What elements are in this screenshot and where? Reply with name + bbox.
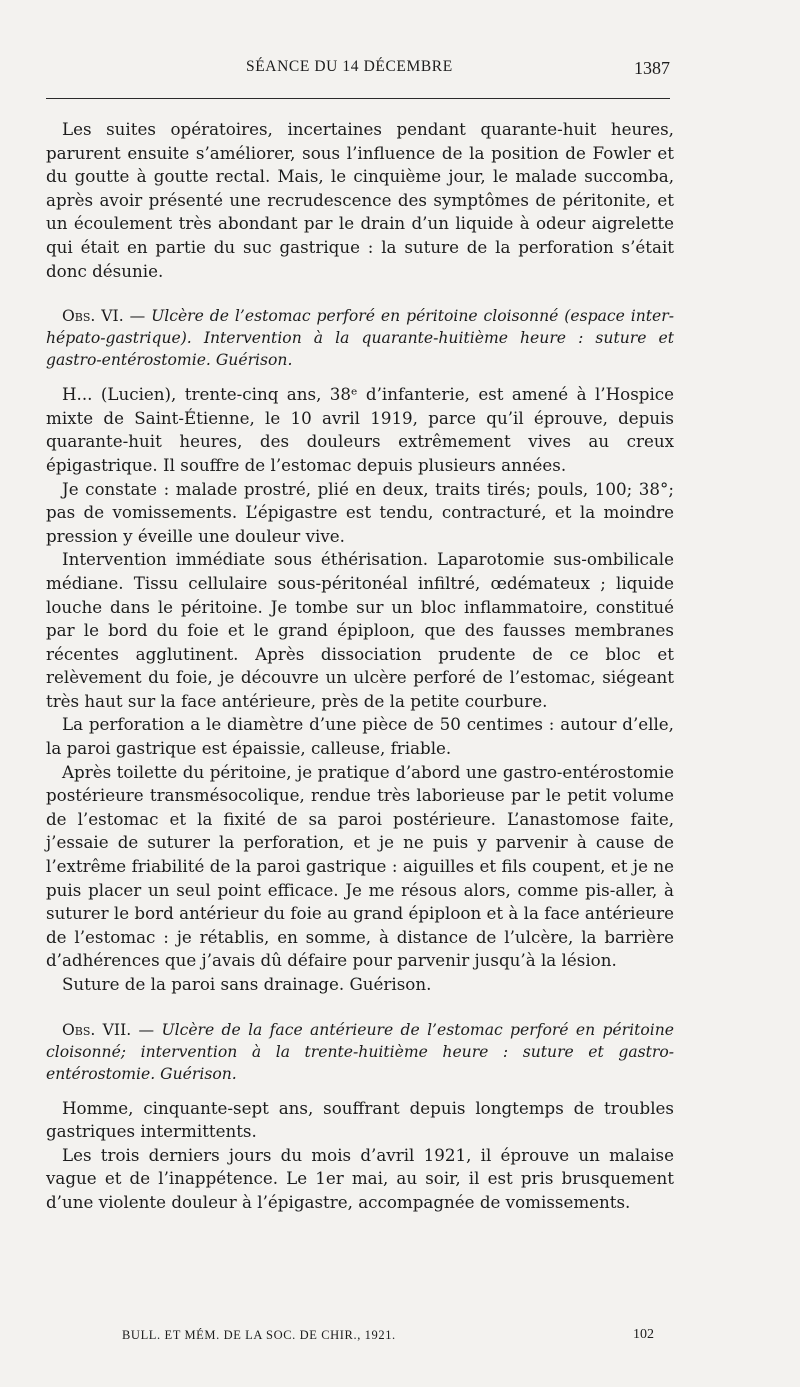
paragraph: Suture de la paroi sans drainage. Guérison. bbox=[62, 974, 432, 994]
footer-journal: BULL. ET MÉM. DE LA SOC. DE CHIR., 1921. bbox=[122, 1328, 396, 1342]
observation-label: Obs. VI. bbox=[62, 307, 124, 326]
observation-dash: — bbox=[123, 307, 152, 326]
body-text bbox=[46, 118, 674, 1215]
observation-dash: — bbox=[131, 1020, 162, 1039]
paragraph: Je constate : malade prostré, plié en deux, traits tirés; pouls, 100; 38°; pas de vomissements. L’épigastre est tendu, contracturé, et la moindre pression y éveille une douleur vive. bbox=[46, 478, 674, 546]
header-title: SÉANCE DU 14 DÉCEMBRE bbox=[246, 58, 453, 75]
header-rule bbox=[46, 98, 670, 99]
paragraph: Intervention immédiate sous éthérisation. Laparotomie sus-ombilicale médiane. Tissu cellulaire sous-péritonéal infiltré, œdémateux ; liquide louche dans le péritoine. Je tombe sur un bloc inflammatoire, constitué par le bord du foie et le grand épiploon, que des fausses membranes récentes agglutinent. Après dissociation prudente de ce bloc et relèvement du foie, je découvre un ulcère perforé de l’estomac, siégeant très haut sur la face antérieure, près de la petite courbure. bbox=[46, 549, 674, 711]
paragraph: Les suites opératoires, incertaines pendant quarante-huit heures, parurent ensuite s’améliorer, sous l’influence de la position de Fowler et du goutte à goutte rectal. Mais, le cinquième jour, le malade succomba, après avoir présenté une recrudescence des symptômes de péritonite, et un écoulement très abondant par le drain d’un liquide à odeur aigrelette qui était en partie du suc gastrique : la suture de la perforation s’était donc désunie. bbox=[46, 119, 674, 281]
paragraph: La perforation a le diamètre d’une pièce de 50 centimes : autour d’elle, la paroi gastrique est épaissie, calleuse, friable. bbox=[46, 714, 674, 759]
paragraph: Après toilette du péritoine, je pratique d’abord une gastro-entérostomie postérieure transmésocolique, rendue très laborieuse par le petit volume de l’estomac et la fixité de sa paroi postérieure. L’anastomose faite, j’essaie de suturer la perforation, et je ne puis y parvenir à cause de l’extrême friabilité de la paroi gastrique : aiguilles et fils coupent, et je ne puis placer un seul point efficace. Je me résous alors, comme pis-aller, à suturer le bord antérieur du foie au grand épiploon et à la face antérieure de l’estomac : je rétablis, en somme, à distance de l’ulcère, la barrière d’adhérences que j’avais dû défaire pour parvenir jusqu’à la lésion. bbox=[46, 761, 674, 971]
paragraph: Homme, cinquante-sept ans, souffrant depuis longtemps de troubles gastriques intermittents. bbox=[46, 1097, 674, 1142]
document-page bbox=[46, 58, 676, 1342]
observation-title: Ulcère de l’estomac perforé en péritoine cloisonné (espace inter-hépato-gastrique). Intervention à la quarante-huitième heure : suture et gastro-entérostomie. Guérison. bbox=[46, 307, 674, 370]
observation-title: Ulcère de la face antérieure de l’estomac perforé en péritoine cloisonné; intervention à la trente-huitième heure : suture et gastro-entérostomie. Guérison. bbox=[46, 1020, 675, 1083]
sheet-number: 102 bbox=[633, 1327, 654, 1342]
running-header bbox=[46, 58, 676, 86]
paragraph: Les trois derniers jours du mois d’avril 1921, il éprouve un malaise vague et de l’inappétence. Le 1er mai, au soir, il est pris brusquement d’une violente douleur à l’épigastre, accompagnée de vomissements. bbox=[46, 1144, 674, 1212]
observation-heading-6 bbox=[46, 305, 674, 371]
observation-label: Obs. VII. bbox=[62, 1020, 132, 1039]
page-footer bbox=[122, 1328, 662, 1343]
page-number: 1387 bbox=[634, 58, 670, 78]
observation-heading-7 bbox=[46, 1019, 674, 1085]
paragraph: H... (Lucien), trente-cinq ans, 38ᵉ d’infanterie, est amené à l’Hospice mixte de Saint-Étienne, le 10 avril 1919, parce qu’il éprouve, depuis quarante-huit heures, des douleurs extrêmement vives au creux épigastrique. Il souffre de l’estomac depuis plusieurs années. bbox=[46, 384, 674, 475]
